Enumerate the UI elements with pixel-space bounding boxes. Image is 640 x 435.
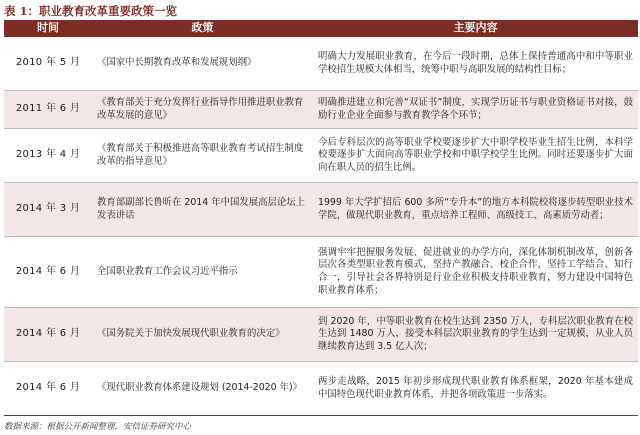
source-note: 数据来源：根据公开新闻整理，安信证券研究中心 (4, 422, 192, 432)
row-time: 2013 年 4 月 (4, 129, 92, 183)
row-content: 1999 年大学扩招后 600 多所“专升本”的地方本科院校将逐步转型职业技术学院，做现代职业教育，重点培养工程师、高级技工、高素质劳动者； (313, 183, 638, 237)
row-time: 2014 年 6 月 (4, 237, 92, 308)
row-time: 2011 年 6 月 (4, 91, 92, 129)
row-policy: 《教育部关于充分发挥行业指导作用推进职业教育改革发展的意见》 (92, 91, 313, 129)
row-content: 到 2020 年，中等职业教育在校生达到 2350 万人，专科层次职业教育在校生达到 1480 万人，接受本科层次职业教育的学生达到一定规模，从业人员继续教育达到 3.5 亿人次； (313, 308, 638, 362)
table-body (4, 37, 638, 416)
row-content: 今后专科层次的高等职业学校要逐步扩大中职学校毕业生招生比例，本科学校要逐步扩大面向高等职业学校和中职学校学生比例。同时还要逐步扩大面向在职人员的招生比例。 (313, 129, 638, 183)
table-row (4, 308, 638, 362)
table-row (4, 91, 638, 129)
policy-table (4, 20, 638, 416)
header-policy: 政策 (92, 20, 313, 37)
table-row (4, 129, 638, 183)
row-time: 2014 年 3 月 (4, 183, 92, 237)
row-time: 2010 年 5 月 (4, 37, 92, 91)
row-policy: 《现代职业教育体系建设规划 (2014-2020 年)》 (92, 362, 313, 416)
table-row (4, 37, 638, 91)
row-policy: 全国职业教育工作会议习近平指示 (92, 237, 313, 308)
table-title: 表 1：职业教育改革重要政策一览 (4, 4, 178, 18)
row-policy: 《国家中长期教育改革和发展规划纲》 (92, 37, 313, 91)
row-policy: 《教育部关于积极推进高等职业教育考试招生制度改革的指导意见》 (92, 129, 313, 183)
row-policy: 《国务院关于加快发展现代职业教育的决定》 (92, 308, 313, 362)
row-time: 2014 年 6 月 (4, 308, 92, 362)
row-content: 强调牢牢把握服务发展、促进就业的办学方向，深化体制机制改革，创新各层次各类型职业教育模式，坚持产教融合、校企合作，坚持工学结合、知行合一，引导社会各界特别是行业企业积极支持职业教育，努力建设中国特色职业教育体系； (313, 237, 638, 308)
row-time: 2014 年 6 月 (4, 362, 92, 416)
header-content: 主要内容 (313, 20, 638, 37)
table-row (4, 183, 638, 237)
row-content: 明确推进建立和完善“双证书”制度，实现学历证书与职业资格证书对接，鼓励行业企业全面参与教育教学各个环节； (313, 91, 638, 129)
table-row (4, 362, 638, 416)
row-content: 明确大力发展职业教育，在今后一段时期，总体上保持普通高中和中等职业学校招生规模大体相当，统筹中职与高职发展的结构性目标； (313, 37, 638, 91)
table-row (4, 237, 638, 308)
row-content: 两步走战略，2015 年初步形成现代职业教育体系框架，2020 年基本建成中国特色现代职业教育体系，并把各项政策进一步落实。 (313, 362, 638, 416)
row-policy: 教育部副部长鲁昕在 2014 年中国发展高层论坛上发表讲话 (92, 183, 313, 237)
table-header (4, 20, 638, 37)
header-time: 时间 (4, 20, 92, 37)
